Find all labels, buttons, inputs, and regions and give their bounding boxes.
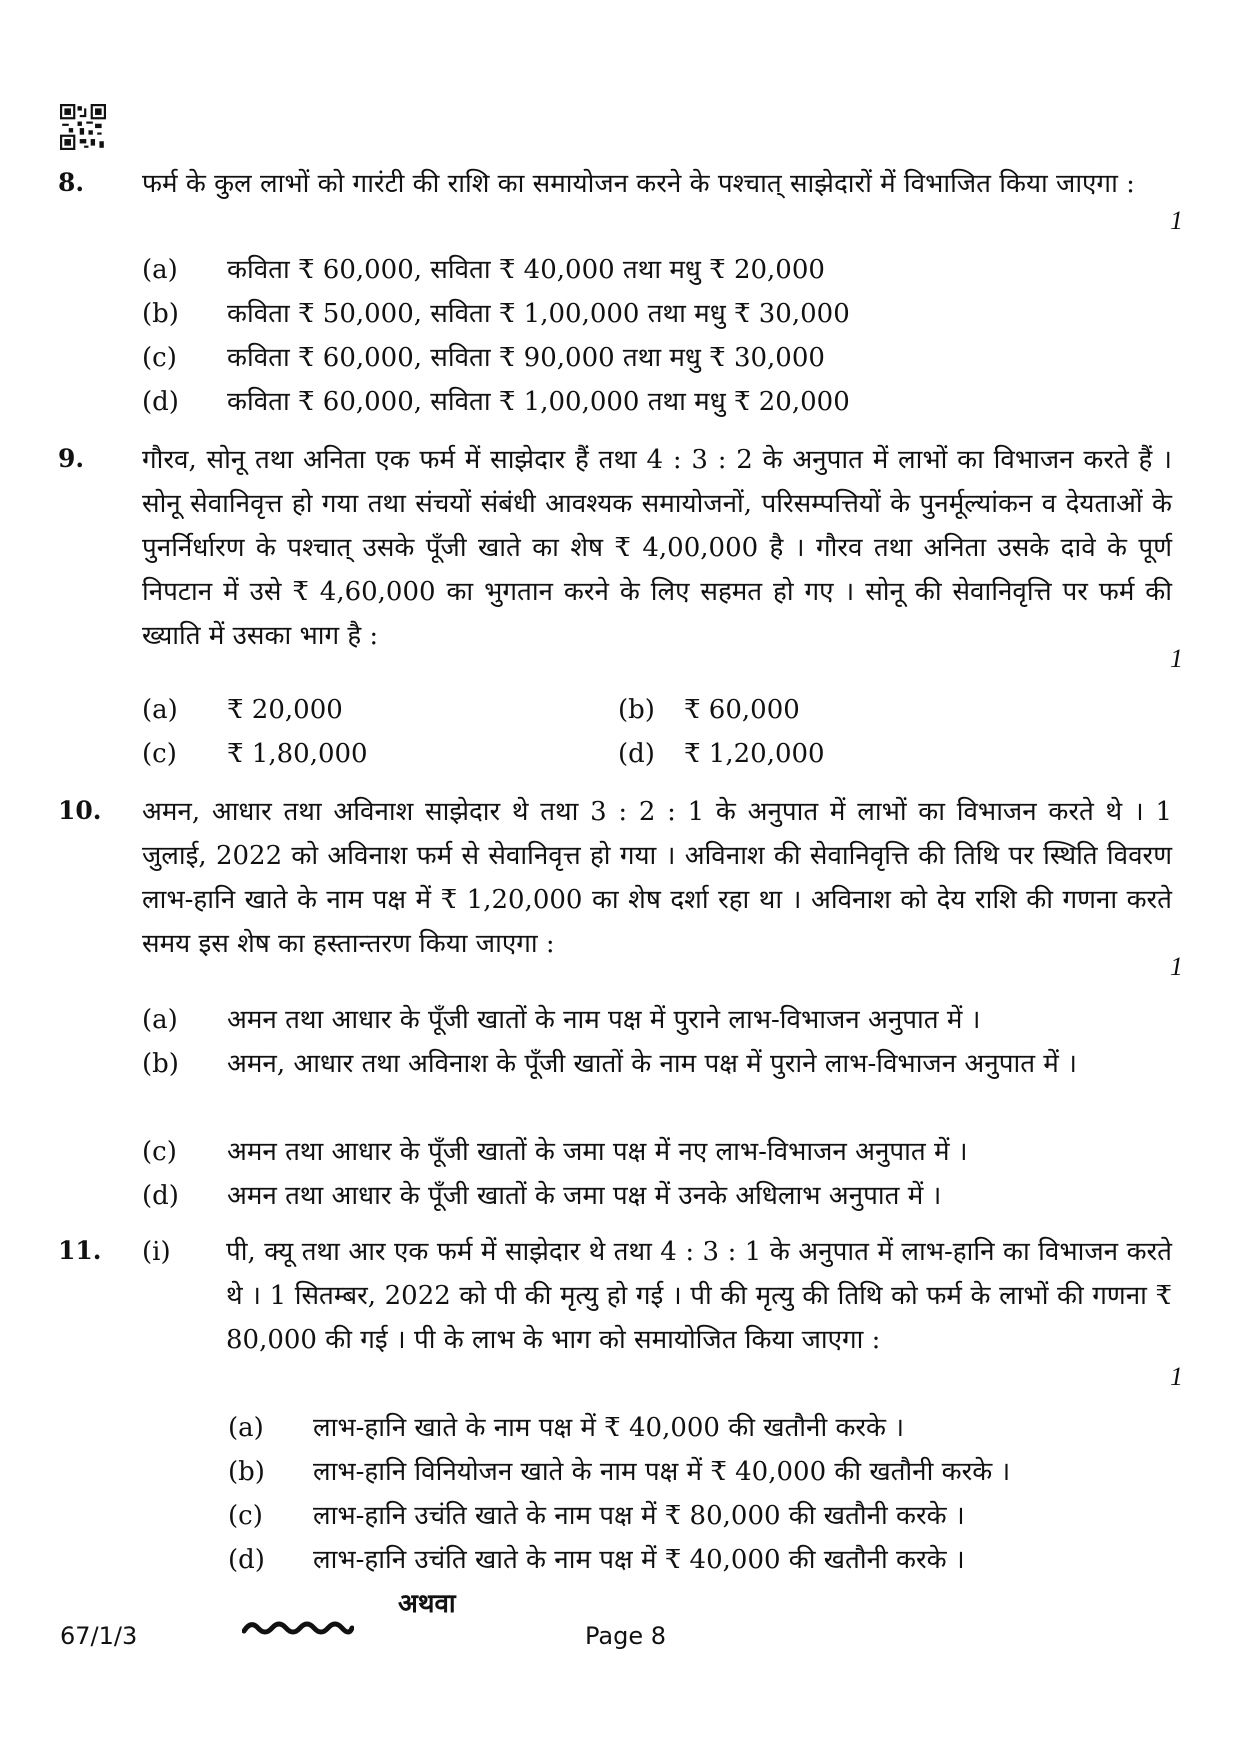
marks: 1 <box>1170 952 1183 981</box>
qr-code-icon <box>60 104 106 150</box>
option-label: (a) <box>142 695 178 725</box>
question-9 <box>58 438 1183 768</box>
option-d <box>142 380 1142 424</box>
option-label: (a) <box>142 1005 178 1035</box>
question-10 <box>58 790 1183 1210</box>
option-c <box>142 336 1142 380</box>
option-text: लाभ-हानि विनियोजन खाते के नाम पक्ष में ₹ 40,000 की खतौनी करके । <box>313 1457 1011 1487</box>
option-text: ₹ 1,80,000 <box>227 739 368 769</box>
option-text: ₹ 60,000 <box>684 695 800 725</box>
marks: 1 <box>1170 1362 1183 1391</box>
option-text: ₹ 20,000 <box>227 695 343 725</box>
option-b <box>142 292 1142 336</box>
option-a <box>142 998 1142 1042</box>
question-11 <box>58 1230 1183 1590</box>
option-text: लाभ-हानि उचंति खाते के नाम पक्ष में ₹ 40,000 की खतौनी करके । <box>313 1545 965 1575</box>
option-label: (a) <box>142 255 178 285</box>
option-text: अमन तथा आधार के पूँजी खातों के नाम पक्ष में पुराने लाभ-विभाजन अनुपात में । <box>227 1005 981 1035</box>
option-a <box>228 1406 1168 1450</box>
option-text: ₹ 1,20,000 <box>684 739 825 769</box>
option-text: कविता ₹ 60,000, सविता ₹ 1,00,000 तथा मधु ₹ 20,000 <box>227 387 850 417</box>
option-c <box>142 1130 1142 1174</box>
option-label: (d) <box>228 1545 265 1575</box>
option-c <box>228 1494 1168 1538</box>
question-number: 8. <box>58 168 85 197</box>
or-divider: अथवा <box>398 1589 456 1619</box>
option-label: (b) <box>142 1049 179 1079</box>
option-text: लाभ-हानि खाते के नाम पक्ष में ₹ 40,000 की खतौनी करके । <box>313 1413 905 1443</box>
question-text: अमन, आधार तथा अविनाश साझेदार थे तथा 3 : 2 : 1 के अनुपात में लाभों का विभाजन करते थे । 1 जुलाई, 2022 को अविनाश फर्म से सेवानिवृत्त हो गया । अविनाश की सेवानिवृत्ति की तिथि पर स्थिति विवरण लाभ-हानि खाते के नाम पक्ष में ₹ 1,20,000 का शेष दर्शा रहा था । अविनाश को देय राशि की गणना करते समय इस शेष का हस्तान्तरण किया जाएगा : <box>142 797 1172 959</box>
option-label: (c) <box>142 739 177 769</box>
option-b <box>142 1042 1142 1130</box>
option-label: (d) <box>142 387 179 417</box>
paper-code: 67/1/3 <box>60 1622 138 1650</box>
option-text: अमन तथा आधार के पूँजी खातों के जमा पक्ष में नए लाभ-विभाजन अनुपात में । <box>227 1137 968 1167</box>
page-number: Page 8 <box>585 1622 666 1650</box>
option-text: अमन, आधार तथा अविनाश के पूँजी खातों के नाम पक्ष में पुराने लाभ-विभाजन अनुपात में । <box>227 1049 1077 1079</box>
option-label: (c) <box>142 1137 177 1167</box>
option-text: कविता ₹ 60,000, सविता ₹ 40,000 तथा मधु ₹ 20,000 <box>227 255 825 285</box>
option-d <box>142 1174 1142 1218</box>
option-label: (b) <box>618 695 655 725</box>
option-label: (d) <box>142 1181 179 1211</box>
option-d <box>618 732 1088 776</box>
option-label: (b) <box>142 299 179 329</box>
question-number: 11. <box>58 1236 102 1265</box>
option-c <box>142 732 612 776</box>
question-text: पी, क्यू तथा आर एक फर्म में साझेदार थे तथा 4 : 3 : 1 के अनुपात में लाभ-हानि का विभाजन करते थे । 1 सितम्बर, 2022 को पी की मृत्यु हो गई । पी की मृत्यु की तिथि को फर्म के लाभों की गणना ₹ 80,000 की गई । पी के लाभ के भाग को समायोजित किया जाएगा : <box>226 1237 1172 1355</box>
option-b <box>228 1450 1168 1494</box>
option-a <box>142 688 612 732</box>
option-label: (c) <box>142 343 177 373</box>
option-text: अमन तथा आधार के पूँजी खातों के जमा पक्ष में उनके अधिलाभ अनुपात में । <box>227 1181 942 1211</box>
question-number: 10. <box>58 796 102 825</box>
marks: 1 <box>1170 644 1183 673</box>
option-text: कविता ₹ 60,000, सविता ₹ 90,000 तथा मधु ₹ 30,000 <box>227 343 825 373</box>
sub-question-label: (i) <box>142 1237 171 1267</box>
option-d <box>228 1538 1168 1582</box>
question-number: 9. <box>58 444 85 473</box>
marks: 1 <box>1170 206 1183 235</box>
option-text: लाभ-हानि उचंति खाते के नाम पक्ष में ₹ 80,000 की खतौनी करके । <box>313 1501 965 1531</box>
option-a <box>142 248 1142 292</box>
question-text: गौरव, सोनू तथा अनिता एक फर्म में साझेदार हैं तथा 4 : 3 : 2 के अनुपात में लाभों का विभाजन करते हैं । सोनू सेवानिवृत्त हो गया तथा संचयों संबंधी आवश्यक समायोजनों, परिसम्पत्तियों के पुनर्मूल्यांकन व देयताओं के पुनर्निर्धारण के पश्चात् उसके पूँजी खाते का शेष ₹ 4,00,000 है । गौरव तथा अनिता उसके दावे के पूर्ण निपटान में उसे ₹ 4,60,000 का भुगतान करने के लिए सहमत हो गए । सोनू की सेवानिवृत्ति पर फर्म की ख्याति में उसका भाग है : <box>142 445 1172 651</box>
option-label: (a) <box>228 1413 264 1443</box>
option-b <box>618 688 1088 732</box>
option-label: (b) <box>228 1457 265 1487</box>
question-8 <box>58 162 1183 422</box>
tilde-ornament-icon <box>242 1614 354 1644</box>
question-text: फर्म के कुल लाभों को गारंटी की राशि का समायोजन करने के पश्चात् साझेदारों में विभाजित किया जाएगा : <box>142 169 1135 199</box>
option-label: (d) <box>618 739 655 769</box>
option-label: (c) <box>228 1501 263 1531</box>
option-text: कविता ₹ 50,000, सविता ₹ 1,00,000 तथा मधु ₹ 30,000 <box>227 299 850 329</box>
